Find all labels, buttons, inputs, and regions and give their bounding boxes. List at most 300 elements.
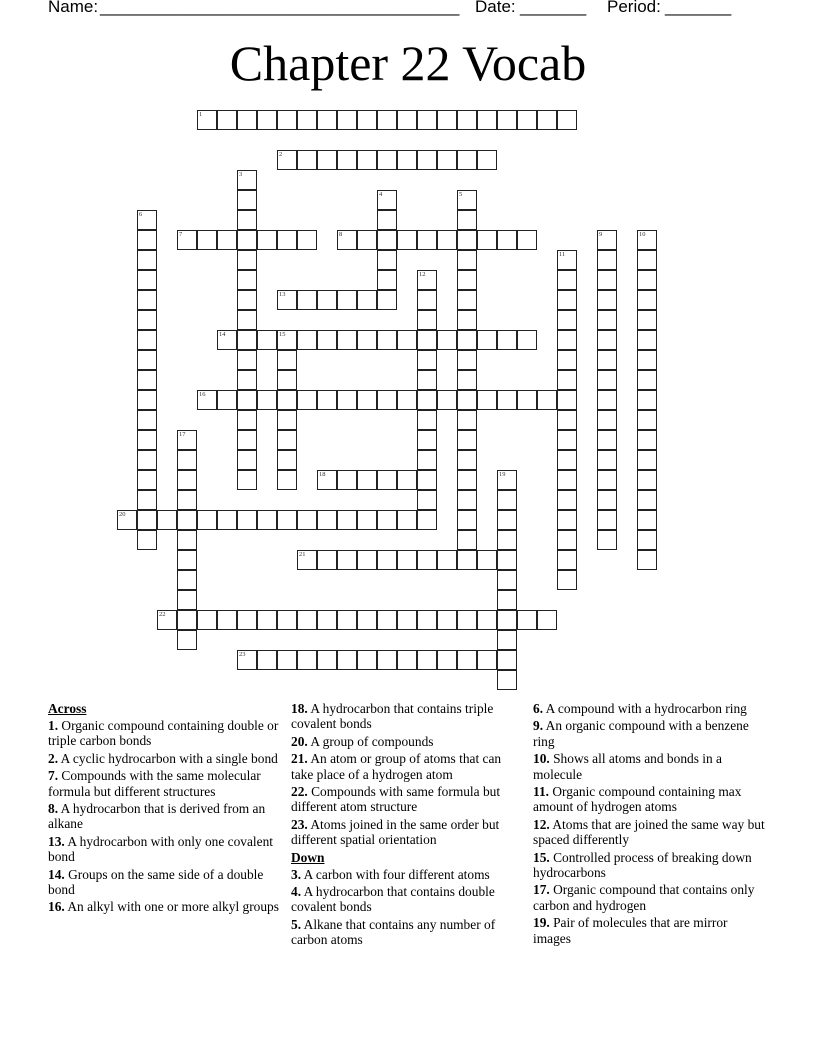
crossword-cell[interactable] — [237, 270, 257, 290]
crossword-cell[interactable] — [437, 550, 457, 570]
crossword-cell[interactable] — [557, 430, 577, 450]
crossword-cell[interactable] — [637, 230, 657, 250]
crossword-cell[interactable] — [597, 370, 617, 390]
crossword-cell[interactable] — [277, 350, 297, 370]
crossword-cell[interactable] — [237, 430, 257, 450]
crossword-cell[interactable] — [537, 390, 557, 410]
crossword-cell[interactable] — [457, 430, 477, 450]
crossword-cell[interactable] — [377, 650, 397, 670]
crossword-cell[interactable] — [377, 270, 397, 290]
crossword-cell[interactable] — [177, 530, 197, 550]
crossword-cell[interactable] — [417, 270, 437, 290]
crossword-cell[interactable] — [317, 610, 337, 630]
crossword-cell[interactable] — [277, 610, 297, 630]
crossword-cell[interactable] — [237, 190, 257, 210]
crossword-cell[interactable] — [477, 110, 497, 130]
crossword-cell[interactable] — [377, 470, 397, 490]
crossword-cell[interactable] — [177, 510, 197, 530]
crossword-cell[interactable] — [177, 590, 197, 610]
crossword-cell[interactable] — [177, 470, 197, 490]
crossword-cell[interactable] — [137, 250, 157, 270]
crossword-cell[interactable] — [637, 490, 657, 510]
crossword-cell[interactable] — [217, 230, 237, 250]
crossword-cell[interactable] — [137, 330, 157, 350]
crossword-cell[interactable] — [637, 290, 657, 310]
crossword-cell[interactable] — [157, 610, 177, 630]
clue-down: 15. Controlled process of breaking down hydrocarbons — [533, 849, 752, 881]
crossword-cell[interactable] — [237, 450, 257, 470]
crossword-cell[interactable] — [337, 110, 357, 130]
clue-across: 18. A hydrocarbon that contains triple covalent bonds — [291, 701, 494, 732]
crossword-cell[interactable] — [257, 390, 277, 410]
crossword-cell[interactable] — [357, 510, 377, 530]
crossword-cell[interactable] — [257, 230, 277, 250]
crossword-cell[interactable] — [437, 650, 457, 670]
crossword-cell[interactable] — [557, 330, 577, 350]
crossword-cell[interactable] — [417, 330, 437, 350]
crossword-cell[interactable] — [397, 110, 417, 130]
crossword-cell[interactable] — [357, 650, 377, 670]
crossword-cell[interactable] — [497, 490, 517, 510]
crossword-cell[interactable] — [297, 510, 317, 530]
crossword-cell[interactable] — [317, 650, 337, 670]
crossword-cell[interactable] — [597, 510, 617, 530]
crossword-cell[interactable] — [417, 390, 437, 410]
crossword-cell[interactable] — [337, 150, 357, 170]
crossword-cell[interactable] — [137, 510, 157, 530]
crossword-cell[interactable] — [417, 290, 437, 310]
crossword-cell[interactable] — [557, 110, 577, 130]
crossword-cell[interactable] — [457, 490, 477, 510]
crossword-cell[interactable] — [357, 330, 377, 350]
crossword-cell[interactable] — [637, 250, 657, 270]
clue-number: 23 — [239, 651, 246, 658]
crossword-cell[interactable] — [137, 370, 157, 390]
crossword-cell[interactable] — [297, 550, 317, 570]
crossword-cell[interactable] — [237, 510, 257, 530]
crossword-cell[interactable] — [637, 470, 657, 490]
crossword-cell[interactable] — [177, 610, 197, 630]
crossword-cell[interactable] — [497, 530, 517, 550]
crossword-cell[interactable] — [137, 450, 157, 470]
crossword-cell[interactable] — [637, 530, 657, 550]
crossword-cell[interactable] — [357, 110, 377, 130]
crossword-cell[interactable] — [397, 650, 417, 670]
crossword-cell[interactable] — [477, 230, 497, 250]
period-field[interactable]: _______ — [665, 0, 732, 16]
crossword-cell[interactable] — [557, 290, 577, 310]
crossword-cell[interactable] — [217, 110, 237, 130]
crossword-cell[interactable] — [597, 530, 617, 550]
crossword-cell[interactable] — [377, 210, 397, 230]
crossword-cell[interactable] — [457, 530, 477, 550]
crossword-cell[interactable] — [277, 290, 297, 310]
crossword-cell[interactable] — [397, 150, 417, 170]
crossword-cell[interactable] — [417, 510, 437, 530]
crossword-cell[interactable] — [337, 510, 357, 530]
crossword-cell[interactable] — [437, 110, 457, 130]
crossword-cell[interactable] — [337, 610, 357, 630]
clue-across: 16. An alkyl with one or more alkyl groups — [48, 899, 279, 915]
crossword-cell[interactable] — [457, 150, 477, 170]
crossword-cell[interactable] — [317, 110, 337, 130]
crossword-cell[interactable] — [457, 330, 477, 350]
crossword-cell[interactable] — [597, 450, 617, 470]
crossword-cell[interactable] — [637, 390, 657, 410]
clue-down: 3. A carbon with four different atoms — [291, 866, 490, 882]
crossword-cell[interactable] — [337, 290, 357, 310]
crossword-cell[interactable] — [637, 370, 657, 390]
crossword-cell[interactable] — [637, 410, 657, 430]
crossword-cell[interactable] — [317, 330, 337, 350]
crossword-cell[interactable] — [397, 330, 417, 350]
crossword-cell[interactable] — [237, 470, 257, 490]
crossword-cell[interactable] — [277, 410, 297, 430]
crossword-cell[interactable] — [557, 310, 577, 330]
crossword-cell[interactable] — [177, 230, 197, 250]
crossword-cell[interactable] — [337, 390, 357, 410]
crossword-cell[interactable] — [417, 650, 437, 670]
crossword-cell[interactable] — [457, 390, 477, 410]
crossword-cell[interactable] — [477, 330, 497, 350]
crossword-cell[interactable] — [237, 330, 257, 350]
clue-down: 17. Organic compound that contains only carbon and hydrogen — [533, 882, 755, 913]
crossword-cell[interactable] — [137, 490, 157, 510]
crossword-cell[interactable] — [197, 610, 217, 630]
crossword-cell[interactable] — [477, 150, 497, 170]
clue-number: 12 — [419, 271, 426, 278]
crossword-cell[interactable] — [237, 370, 257, 390]
crossword-cell[interactable] — [137, 530, 157, 550]
crossword-cell[interactable] — [557, 490, 577, 510]
crossword-cell[interactable] — [497, 630, 517, 650]
crossword-cell[interactable] — [457, 270, 477, 290]
crossword-cell[interactable] — [137, 310, 157, 330]
crossword-cell[interactable] — [377, 150, 397, 170]
crossword-cell[interactable] — [377, 290, 397, 310]
crossword-cell[interactable] — [517, 110, 537, 130]
crossword-cell[interactable] — [237, 210, 257, 230]
crossword-cell[interactable] — [237, 310, 257, 330]
crossword-cell[interactable] — [297, 110, 317, 130]
crossword-cell[interactable] — [177, 490, 197, 510]
crossword-cell[interactable] — [497, 550, 517, 570]
crossword-cell[interactable] — [277, 150, 297, 170]
crossword-cell[interactable] — [457, 370, 477, 390]
crossword-cell[interactable] — [237, 250, 257, 270]
crossword-cell[interactable] — [137, 210, 157, 230]
crossword-cell[interactable] — [437, 330, 457, 350]
crossword-cell[interactable] — [377, 250, 397, 270]
crossword-cell[interactable] — [277, 230, 297, 250]
crossword-cell[interactable] — [177, 570, 197, 590]
crossword-cell[interactable] — [557, 450, 577, 470]
crossword-cell[interactable] — [477, 610, 497, 630]
crossword-cell[interactable] — [637, 510, 657, 530]
crossword-cell[interactable] — [337, 230, 357, 250]
crossword-cell[interactable] — [277, 110, 297, 130]
crossword-cell[interactable] — [257, 650, 277, 670]
crossword-cell[interactable] — [337, 650, 357, 670]
crossword-cell[interactable] — [237, 230, 257, 250]
crossword-cell[interactable] — [457, 450, 477, 470]
crossword-cell[interactable] — [377, 110, 397, 130]
crossword-cell[interactable] — [457, 190, 477, 210]
crossword-cell[interactable] — [117, 510, 137, 530]
crossword-cell[interactable] — [457, 470, 477, 490]
crossword-cell[interactable] — [297, 150, 317, 170]
crossword-cell[interactable] — [237, 610, 257, 630]
crossword-cell[interactable] — [457, 250, 477, 270]
crossword-cell[interactable] — [137, 290, 157, 310]
crossword-cell[interactable] — [357, 150, 377, 170]
crossword-cell[interactable] — [497, 470, 517, 490]
crossword-cell[interactable] — [597, 350, 617, 370]
crossword-cell[interactable] — [457, 110, 477, 130]
crossword-cell[interactable] — [557, 390, 577, 410]
crossword-cell[interactable] — [437, 150, 457, 170]
crossword-cell[interactable] — [457, 350, 477, 370]
crossword-cell[interactable] — [257, 110, 277, 130]
crossword-cell[interactable] — [137, 410, 157, 430]
crossword-cell[interactable] — [277, 390, 297, 410]
crossword-cell[interactable] — [417, 490, 437, 510]
clue-down: 5. Alkane that contains any number of carbon atoms — [291, 916, 496, 948]
crossword-cell[interactable] — [357, 290, 377, 310]
crossword-cell[interactable] — [497, 330, 517, 350]
crossword-cell[interactable] — [497, 230, 517, 250]
crossword-cell[interactable] — [497, 510, 517, 530]
crossword-cell[interactable] — [417, 410, 437, 430]
crossword-cell[interactable] — [357, 390, 377, 410]
crossword-cell[interactable] — [377, 390, 397, 410]
crossword-cell[interactable] — [377, 190, 397, 210]
crossword-cell[interactable] — [397, 510, 417, 530]
crossword-cell[interactable] — [377, 610, 397, 630]
crossword-cell[interactable] — [497, 670, 517, 690]
crossword-cell[interactable] — [597, 250, 617, 270]
crossword-cell[interactable] — [597, 330, 617, 350]
crossword-cell[interactable] — [437, 610, 457, 630]
crossword-cell[interactable] — [157, 510, 177, 530]
crossword-cell[interactable] — [497, 650, 517, 670]
crossword-cell[interactable] — [597, 390, 617, 410]
crossword-cell[interactable] — [277, 430, 297, 450]
crossword-cell[interactable] — [457, 290, 477, 310]
crossword-cell[interactable] — [337, 470, 357, 490]
clue-number: 10 — [639, 231, 646, 238]
crossword-cell[interactable] — [137, 470, 157, 490]
crossword-cell[interactable] — [557, 350, 577, 370]
crossword-cell[interactable] — [497, 570, 517, 590]
crossword-cell[interactable] — [237, 410, 257, 430]
crossword-cell[interactable] — [417, 610, 437, 630]
crossword-cell[interactable] — [597, 290, 617, 310]
crossword-cell[interactable] — [257, 510, 277, 530]
crossword-cell[interactable] — [317, 390, 337, 410]
crossword-cell[interactable] — [357, 230, 377, 250]
crossword-cell[interactable] — [237, 350, 257, 370]
crossword-cell[interactable] — [457, 650, 477, 670]
crossword-cell[interactable] — [457, 510, 477, 530]
crossword-cell[interactable] — [397, 550, 417, 570]
crossword-cell[interactable] — [497, 110, 517, 130]
crossword-cell[interactable] — [277, 450, 297, 470]
crossword-cell[interactable] — [317, 150, 337, 170]
crossword-cell[interactable] — [457, 410, 477, 430]
crossword-cell[interactable] — [417, 230, 437, 250]
crossword-cell[interactable] — [377, 330, 397, 350]
clue-number: 5 — [459, 191, 463, 198]
crossword-cell[interactable] — [417, 150, 437, 170]
crossword-cell[interactable] — [357, 470, 377, 490]
crossword-cell[interactable] — [317, 510, 337, 530]
crossword-cell[interactable] — [397, 390, 417, 410]
crossword-cell[interactable] — [517, 330, 537, 350]
crossword-cell[interactable] — [477, 650, 497, 670]
crossword-cell[interactable] — [637, 310, 657, 330]
crossword-cell[interactable] — [417, 350, 437, 370]
crossword-cell[interactable] — [417, 370, 437, 390]
crossword-cell[interactable] — [177, 430, 197, 450]
crossword-cell[interactable] — [457, 550, 477, 570]
crossword-cell[interactable] — [257, 610, 277, 630]
crossword-cell[interactable] — [317, 550, 337, 570]
crossword-cell[interactable] — [317, 470, 337, 490]
crossword-cell[interactable] — [177, 450, 197, 470]
crossword-cell[interactable] — [237, 390, 257, 410]
crossword-cell[interactable] — [337, 330, 357, 350]
crossword-cell[interactable] — [377, 510, 397, 530]
crossword-cell[interactable] — [557, 510, 577, 530]
crossword-cell[interactable] — [437, 390, 457, 410]
crossword-cell[interactable] — [457, 230, 477, 250]
crossword-cell[interactable] — [597, 270, 617, 290]
crossword-cell[interactable] — [177, 550, 197, 570]
crossword-cell[interactable] — [237, 110, 257, 130]
crossword-cell[interactable] — [597, 230, 617, 250]
crossword-cell[interactable] — [297, 610, 317, 630]
crossword-cell[interactable] — [497, 610, 517, 630]
name-field[interactable]: ______________________________________ — [100, 0, 460, 16]
crossword-cell[interactable] — [477, 550, 497, 570]
crossword-cell[interactable] — [557, 270, 577, 290]
crossword-cell[interactable] — [477, 390, 497, 410]
crossword-cell[interactable] — [137, 270, 157, 290]
crossword-cell[interactable] — [537, 110, 557, 130]
crossword-cell[interactable] — [597, 430, 617, 450]
crossword-cell[interactable] — [277, 510, 297, 530]
crossword-cell[interactable] — [417, 450, 437, 470]
crossword-cell[interactable] — [597, 490, 617, 510]
crossword-cell[interactable] — [557, 570, 577, 590]
crossword-cell[interactable] — [297, 390, 317, 410]
crossword-cell[interactable] — [337, 550, 357, 570]
crossword-cell[interactable] — [217, 330, 237, 350]
crossword-cell[interactable] — [557, 250, 577, 270]
crossword-cell[interactable] — [637, 350, 657, 370]
crossword-cell[interactable] — [557, 410, 577, 430]
crossword-cell[interactable] — [217, 390, 237, 410]
crossword-cell[interactable] — [217, 610, 237, 630]
crossword-cell[interactable] — [437, 230, 457, 250]
crossword-cell[interactable] — [557, 370, 577, 390]
crossword-cell[interactable] — [377, 230, 397, 250]
crossword-cell[interactable] — [557, 550, 577, 570]
crossword-cell[interactable] — [277, 650, 297, 670]
crossword-cell[interactable] — [597, 310, 617, 330]
crossword-cell[interactable] — [297, 230, 317, 250]
crossword-cell[interactable] — [177, 630, 197, 650]
crossword-cell[interactable] — [217, 510, 237, 530]
crossword-cell[interactable] — [277, 330, 297, 350]
crossword-cell[interactable] — [237, 290, 257, 310]
crossword-cell[interactable] — [377, 550, 397, 570]
crossword-cell[interactable] — [497, 590, 517, 610]
crossword-cell[interactable] — [137, 430, 157, 450]
crossword-cell[interactable] — [357, 610, 377, 630]
crossword-cell[interactable] — [457, 210, 477, 230]
crossword-cell[interactable] — [137, 390, 157, 410]
crossword-cell[interactable] — [297, 290, 317, 310]
crossword-cell[interactable] — [197, 110, 217, 130]
crossword-cell[interactable] — [637, 550, 657, 570]
crossword-cell[interactable] — [457, 610, 477, 630]
clue-down: 12. Atoms that are joined the same way but spaced differently — [533, 816, 765, 848]
crossword-cell[interactable] — [357, 550, 377, 570]
crossword-cell[interactable] — [197, 510, 217, 530]
crossword-cell[interactable] — [297, 650, 317, 670]
crossword-cell[interactable] — [257, 330, 277, 350]
crossword-cell[interactable] — [137, 230, 157, 250]
crossword-cell[interactable] — [497, 390, 517, 410]
crossword-cell[interactable] — [237, 170, 257, 190]
crossword-cell[interactable] — [597, 410, 617, 430]
crossword-cell[interactable] — [637, 450, 657, 470]
crossword-cell[interactable] — [637, 330, 657, 350]
clue-number: 14 — [219, 331, 226, 338]
crossword-cell[interactable] — [537, 610, 557, 630]
crossword-cell[interactable] — [317, 290, 337, 310]
crossword-cell[interactable] — [417, 430, 437, 450]
crossword-cell[interactable] — [417, 550, 437, 570]
crossword-cell[interactable] — [397, 230, 417, 250]
crossword-cell[interactable] — [517, 610, 537, 630]
crossword-cell[interactable] — [517, 230, 537, 250]
clue-number: 15 — [279, 331, 286, 338]
crossword-cell[interactable] — [637, 430, 657, 450]
crossword-cell[interactable] — [597, 470, 617, 490]
crossword-cell[interactable] — [417, 310, 437, 330]
crossword-cell[interactable] — [417, 470, 437, 490]
crossword-cell[interactable] — [457, 310, 477, 330]
crossword-cell[interactable] — [197, 230, 217, 250]
crossword-cell[interactable] — [137, 350, 157, 370]
crossword-cell[interactable] — [277, 470, 297, 490]
crossword-cell[interactable] — [557, 470, 577, 490]
crossword-cell[interactable] — [297, 330, 317, 350]
crossword-cell[interactable] — [637, 270, 657, 290]
crossword-cell[interactable] — [557, 530, 577, 550]
crossword-cell[interactable] — [397, 610, 417, 630]
crossword-cell[interactable] — [197, 390, 217, 410]
date-field[interactable]: _______ — [520, 0, 587, 16]
crossword-cell[interactable] — [517, 390, 537, 410]
crossword-cell[interactable] — [397, 470, 417, 490]
crossword-cell[interactable] — [277, 370, 297, 390]
crossword-cell[interactable] — [237, 650, 257, 670]
crossword-cell[interactable] — [417, 110, 437, 130]
